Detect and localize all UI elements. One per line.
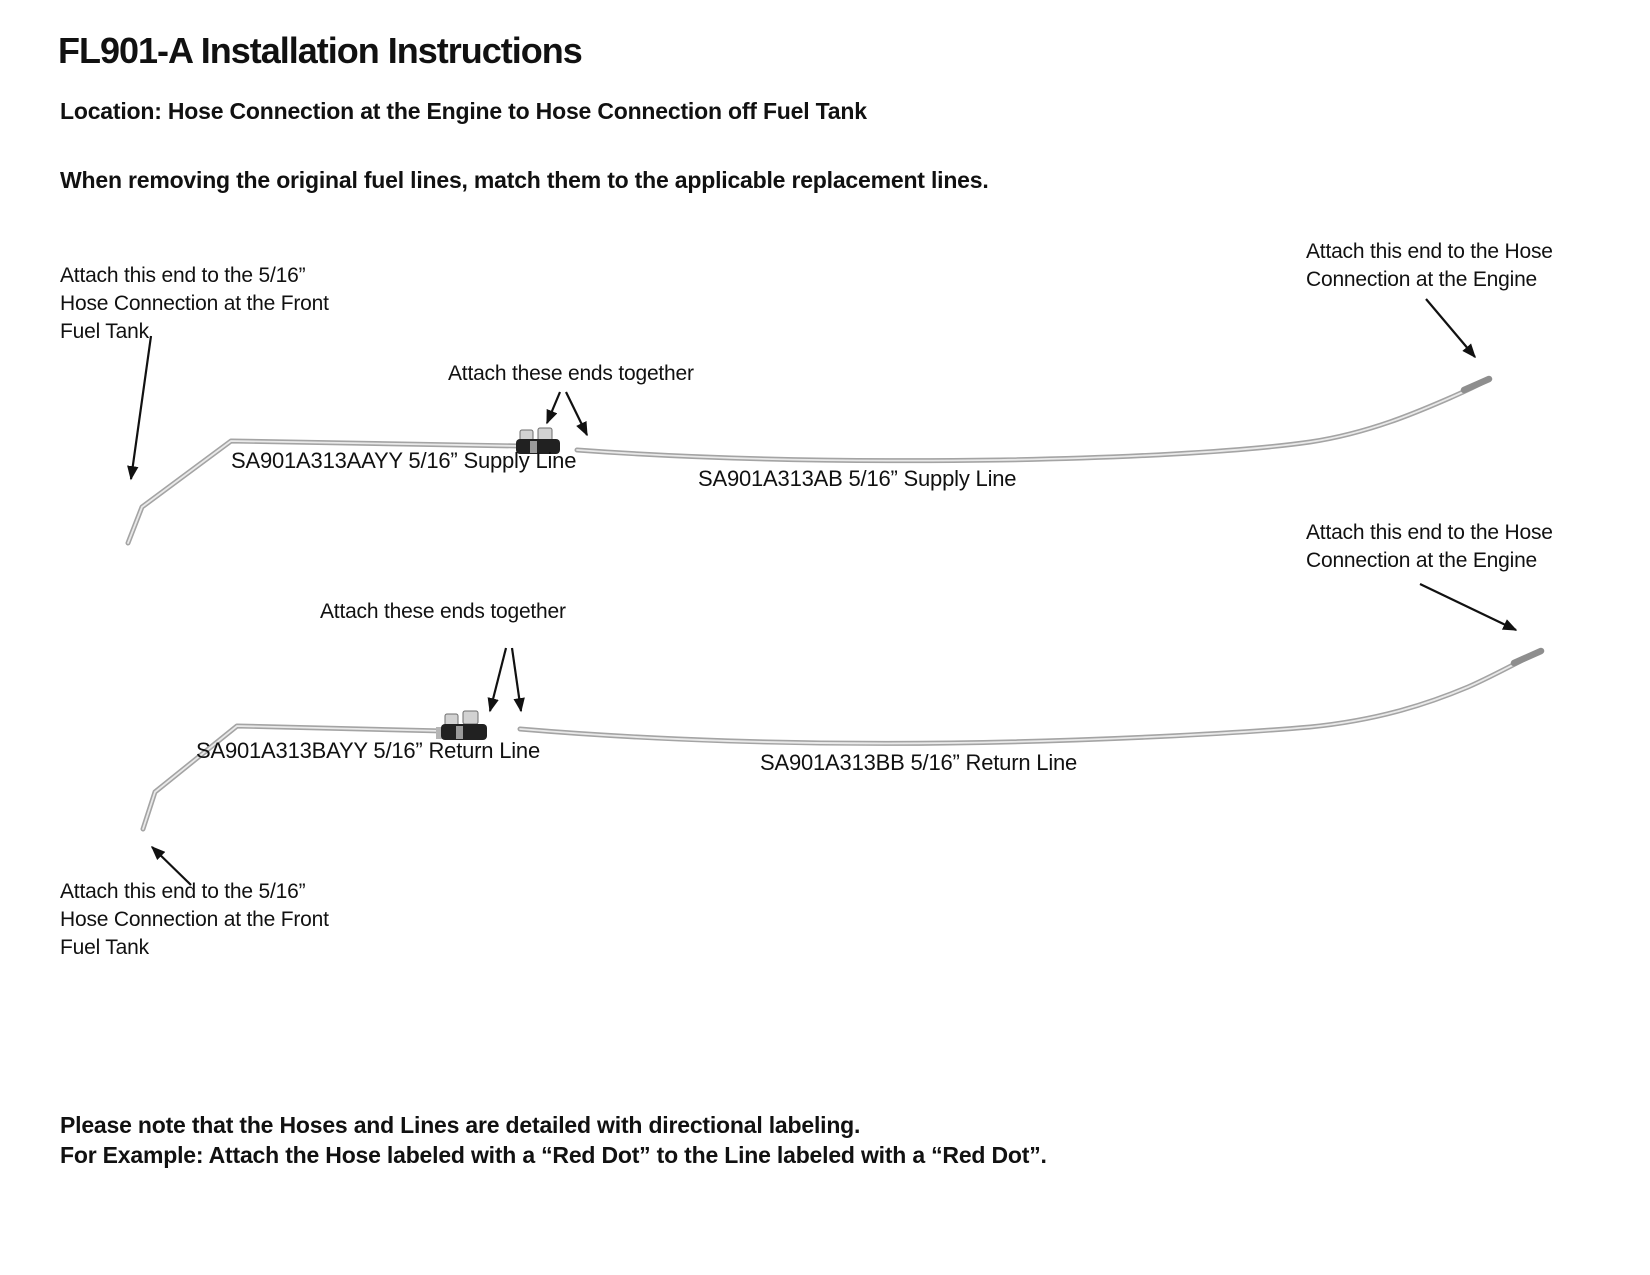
return-tank-annotation [60, 878, 329, 962]
supply-tank-annotation-line2: Hose Connection at the Front [60, 292, 329, 315]
return-tank-annotation-line1: Attach this end to the 5/16” [60, 880, 306, 903]
supply-tank-annotation [60, 262, 329, 346]
return-engine-annotation-line2: Connection at the Engine [1306, 549, 1538, 572]
return-engine-annotation-line1: Attach this end to the Hose [1306, 521, 1553, 544]
footer-note-line1: Please note that the Hoses and Lines are detailed with directional labeling. [60, 1112, 861, 1138]
supply-join-annotation: Attach these ends together [448, 362, 694, 385]
supply-right-part-label: SA901A313AB 5/16” Supply Line [698, 466, 1017, 491]
supply-engine-annotation [1306, 238, 1553, 294]
arrow-return-join-left [490, 648, 506, 711]
supply-engine-annotation-line2: Connection at the Engine [1306, 268, 1538, 291]
supply-line-right-piece [577, 379, 1489, 461]
footer-note-line2: For Example: Attach the Hose labeled with a “Red Dot” to the Line labeled with a “Red Dot”. [60, 1142, 1047, 1168]
supply-left-part-label: SA901A313AAYY 5/16” Supply Line [231, 448, 577, 473]
return-line-right-piece [520, 651, 1541, 743]
arrow-supply-engine-end [1426, 299, 1475, 357]
page-title: FL901-A Installation Instructions [58, 30, 582, 71]
supply-engine-annotation-line1: Attach this end to the Hose [1306, 240, 1553, 263]
return-left-part-label: SA901A313BAYY 5/16” Return Line [196, 738, 541, 763]
location-line: Location: Hose Connection at the Engine to Hose Connection off Fuel Tank [60, 98, 867, 124]
return-tank-annotation-line3: Fuel Tank [60, 936, 149, 959]
instruction-line: When removing the original fuel lines, match them to the applicable replacement lines. [60, 167, 989, 193]
arrow-supply-tank-end [131, 336, 151, 479]
supply-tank-annotation-line1: Attach this end to the 5/16” [60, 264, 306, 287]
return-engine-annotation [1306, 519, 1553, 575]
return-line-engine-end [1514, 651, 1541, 663]
arrow-supply-join-left [547, 392, 560, 423]
return-right-part-label: SA901A313BB 5/16” Return Line [760, 750, 1078, 775]
arrow-return-engine-end [1420, 584, 1516, 630]
arrow-supply-join-right [566, 392, 587, 435]
return-tank-annotation-line2: Hose Connection at the Front [60, 908, 329, 931]
return-line-connector [436, 711, 487, 740]
arrow-return-join-right [512, 648, 521, 711]
supply-tank-annotation-line3: Fuel Tank [60, 320, 149, 343]
footer-notes [60, 1110, 1047, 1170]
return-join-annotation: Attach these ends together [320, 600, 566, 623]
